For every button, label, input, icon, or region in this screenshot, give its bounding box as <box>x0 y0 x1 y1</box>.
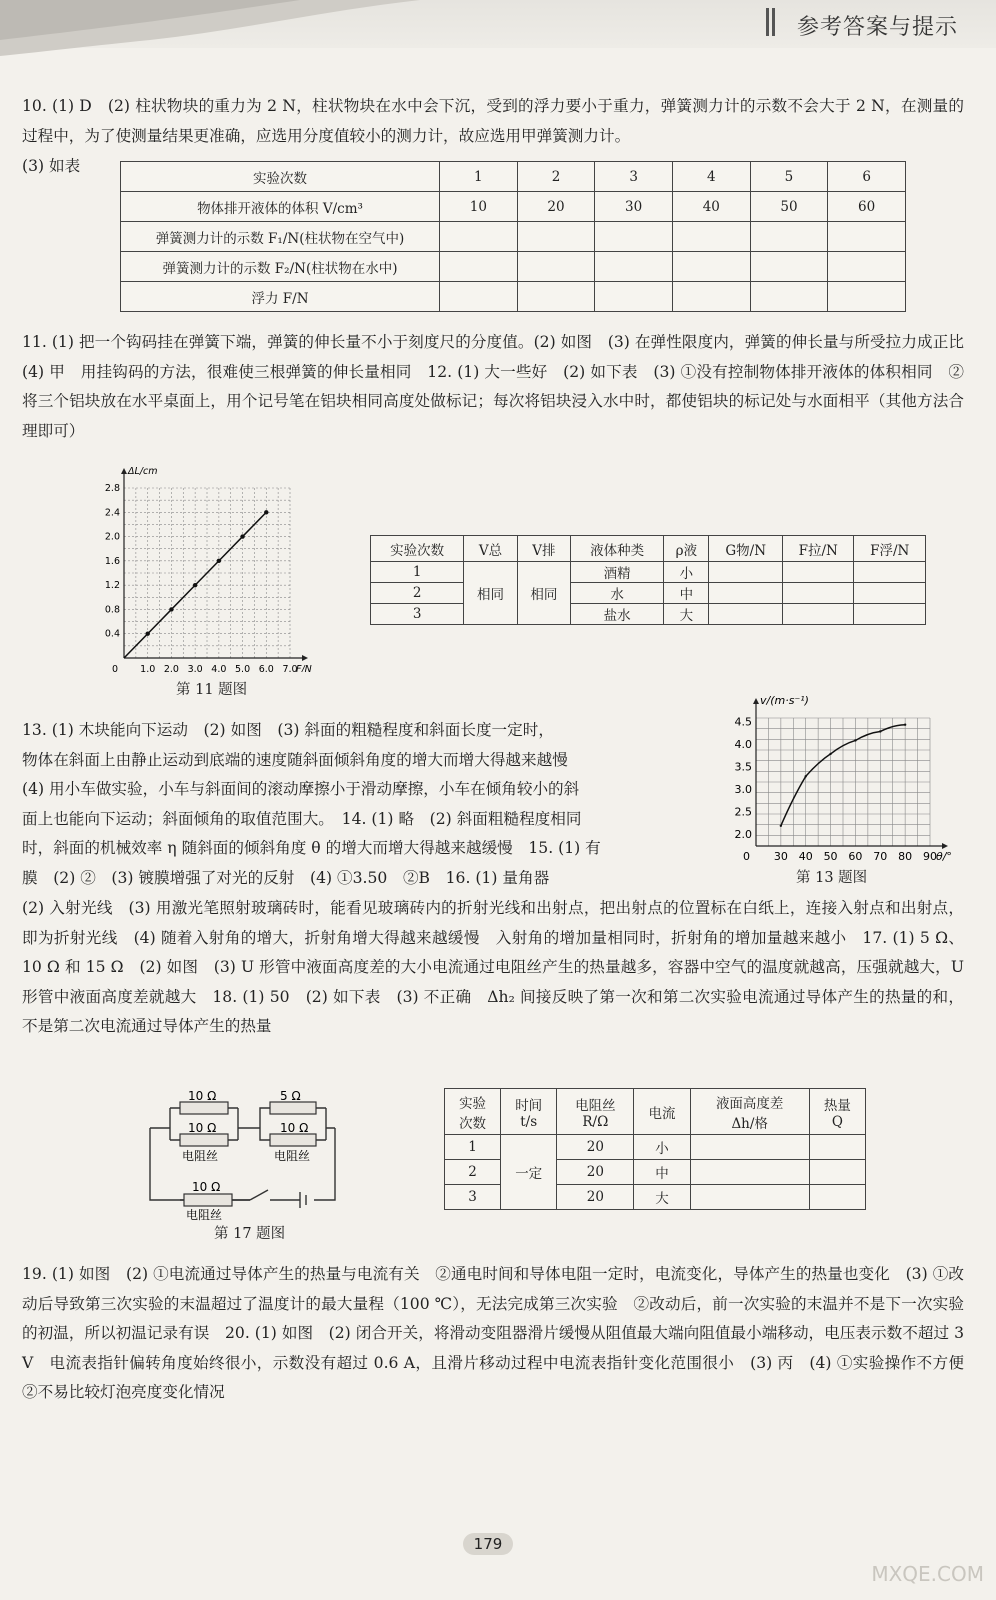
table-cell: 1 <box>445 1135 501 1160</box>
data-point <box>805 775 807 777</box>
x-tick-label: 7.0 <box>282 664 298 672</box>
table-cell <box>440 222 518 252</box>
table-row <box>121 192 906 222</box>
q19-20-text: 19. (1) 如图 (2) ①电流通过导体产生的热量与电流有关 ②通电时间和导体电阻一定时，电流变化，导体产生的热量也变化 (3) ①改动后导致第三次实验的末温超过了温度计的最大量程（100 ℃），无法完成第三次实验 ②改动后，前一次实验的末温并不是下一次实验的初温，所以初温记录有误 20. (1) 如图 (2) 闭合开关，将滑动变阻器滑片缓慢从阻值最大端向阻值最小端移动，电压表示数不超过 3 V 电流表指针偏转角度始终很小，示数没有超过 0.6 A，且滑片移动过程中电流表指针变化范围很小 (3) 丙 (4) ①实验操作不方便 ②不易比较灯泡亮度变化情况 <box>22 1265 980 1401</box>
y-tick-label: 3.5 <box>734 760 752 774</box>
empty-cell <box>709 604 783 625</box>
data-point <box>780 825 782 827</box>
origin-label: 0 <box>743 850 750 863</box>
table-cell <box>517 282 595 312</box>
table-cell: 酒精 <box>571 562 664 583</box>
column-header: V总 <box>464 536 517 562</box>
row-header-cell: 实验次数 <box>121 162 440 192</box>
column-header-line: 时间 <box>515 1097 543 1114</box>
origin-label: 0 <box>111 664 118 672</box>
x-tick-label: 5.0 <box>235 664 251 672</box>
x-tick-label: 70 <box>873 850 888 863</box>
table-cell: 5 <box>750 162 828 192</box>
table-header-row <box>371 536 926 562</box>
x-tick-label: 4.0 <box>211 664 227 672</box>
chart-q13-caption: 第 13 题图 <box>796 870 868 886</box>
table-cell <box>750 282 828 312</box>
empty-cell <box>809 1160 865 1185</box>
row-header-cell: 浮力 F/N <box>121 282 440 312</box>
text-line: 13. (1) 木块能向下运动 (2) 如图 (3) 斜面的粗糙程度和斜面长度一定时， <box>22 721 554 739</box>
resistor-r2 <box>180 1134 228 1146</box>
empty-cell <box>690 1160 809 1185</box>
empty-cell <box>783 604 854 625</box>
y-tick-label: 4.5 <box>734 715 752 729</box>
table-cell <box>595 282 673 312</box>
y-tick-label: 2.8 <box>104 483 120 494</box>
table-row <box>121 252 906 282</box>
table-cell: 20 <box>557 1135 634 1160</box>
header-divider-bar <box>772 8 775 36</box>
column-header: ρ液 <box>664 536 709 562</box>
table-cell: 4 <box>672 162 750 192</box>
table-cell <box>750 252 828 282</box>
column-header-line: 实验 <box>459 1095 487 1112</box>
table-cell <box>828 252 906 282</box>
table-cell: 大 <box>664 604 709 625</box>
table-cell: 40 <box>672 192 750 222</box>
row-header-cell: 物体排开液体的体积 V/cm³ <box>121 192 440 222</box>
resistor-r3 <box>270 1102 316 1114</box>
data-point <box>264 510 268 514</box>
x-axis-arrow <box>942 843 948 849</box>
text-line: 物体在斜面上由静止运动到底端的速度随斜面倾斜角度的增大而增大得越来越慢 <box>22 750 568 769</box>
data-point <box>146 632 150 636</box>
x-tick-label: 40 <box>798 850 813 863</box>
x-tick-label: 60 <box>848 850 863 863</box>
data-point <box>240 534 244 538</box>
data-point <box>854 739 856 741</box>
header-title: 参考答案与提示 <box>796 15 958 40</box>
q13-text <box>22 716 712 893</box>
y-tick-label: 4.0 <box>734 737 752 751</box>
text-line: 膜 (2) ② (3) 镀膜增强了对光的反射 (4) ①3.50 ②B 16. (1) 量角器 <box>22 868 550 887</box>
table-cell <box>672 282 750 312</box>
table-cell <box>517 252 595 282</box>
column-header-line: 电流 <box>648 1105 676 1122</box>
y-tick-label: 1.2 <box>104 580 120 592</box>
table-cell: 中 <box>634 1160 690 1185</box>
column-header <box>501 1089 557 1135</box>
data-point <box>169 607 173 611</box>
table-cell: 3 <box>445 1185 501 1210</box>
table-cell: 30 <box>595 192 673 222</box>
column-header: 液体种类 <box>571 536 664 562</box>
column-header-line: R/Ω <box>582 1113 609 1130</box>
resistor-r1 <box>180 1102 228 1114</box>
table-cell: 20 <box>517 192 595 222</box>
x-tick-label: 90 <box>923 850 937 863</box>
merged-cell: 相同 <box>517 562 570 625</box>
table-cell: 60 <box>828 192 906 222</box>
table-cell <box>595 252 673 282</box>
table-cell <box>828 282 906 312</box>
table-cell <box>440 252 518 282</box>
watermark: MXQE.COM <box>871 1562 984 1586</box>
column-header-line: Δh/格 <box>731 1115 768 1132</box>
resistor-r5 <box>184 1194 232 1206</box>
column-header-line: Q <box>831 1113 843 1130</box>
q12-table <box>370 535 926 625</box>
empty-cell <box>783 583 854 604</box>
table-cell <box>440 282 518 312</box>
wire-label-right: 电阻丝 <box>274 1149 311 1163</box>
x-axis-label: θ/° <box>936 850 952 863</box>
row-header-cell: 弹簧测力计的示数 F₂/N(柱状物在水中) <box>121 252 440 282</box>
table-cell: 1 <box>440 162 518 192</box>
table-cell: 20 <box>557 1160 634 1185</box>
table-cell <box>750 222 828 252</box>
r1-label: 10 Ω <box>188 1089 217 1103</box>
table-cell: 20 <box>557 1185 634 1210</box>
table-cell: 水 <box>571 583 664 604</box>
x-tick-label: 80 <box>898 850 913 863</box>
column-header <box>557 1089 634 1135</box>
y-tick-label: 2.0 <box>104 531 120 543</box>
x-tick-label: 2.0 <box>163 664 179 672</box>
q16-18-text: (2) 入射光线 (3) 用激光笔照射玻璃砖时，能看见玻璃砖内的折射光线和出射点，把出射点的位置标在白纸上，连接入射点和出射点，即为折射光线 (4) 随着入射角的增大，折射角增大得越来越缓慢 入射角的增加量相同时，折射角的增加量越来越小 17. (1) 5 Ω、10 Ω 和 15 Ω (2) 如图 (3) U 形管中液面高度差的大小电流通过电阻丝产生的热量越多，容器中空气的温度就越高，压强就越大，U 形管中液面高度差就越大 18. (1) 50 (2) 如下表 (3) 不正确 Δh₂ 间接反映了第一次和第二次实验电流通过导体产生的热量的和，不是第二次电流通过导体产生的热量 <box>22 899 964 1035</box>
empty-cell <box>809 1185 865 1210</box>
data-point <box>879 730 881 732</box>
q10-text: 10. (1) D (2) 柱状物块的重力为 2 N，柱状物块在水中会下沉，受到的浮力要小于重力，弹簧测力计的示数不会大于 2 N，在测量的过程中，为了使测量结果更准确，应选用分度值较小的测力计，故应选用甲弹簧测力计。 <box>22 97 964 145</box>
table-cell: 3 <box>371 604 464 625</box>
table-cell: 盐水 <box>571 604 664 625</box>
table-row <box>371 583 926 604</box>
table-cell: 6 <box>828 162 906 192</box>
chart-q11 <box>100 462 330 672</box>
header-divider-bar <box>766 8 769 36</box>
y-axis-label: ΔL/cm <box>128 466 158 477</box>
empty-cell <box>709 583 783 604</box>
table-cell: 小 <box>634 1135 690 1160</box>
empty-cell <box>690 1185 809 1210</box>
y-tick-label: 2.0 <box>734 827 752 841</box>
column-header-line: 次数 <box>459 1115 487 1132</box>
table-cell: 2 <box>371 583 464 604</box>
table-cell: 1 <box>371 562 464 583</box>
table-cell <box>672 252 750 282</box>
y-axis-arrow <box>753 698 759 704</box>
chart-q13 <box>718 690 958 870</box>
q10-label: (3) 如表 <box>22 157 81 175</box>
data-point <box>904 724 906 726</box>
wire-label-bottom: 电阻丝 <box>186 1208 223 1222</box>
column-header <box>809 1089 865 1135</box>
y-tick-label: 0.8 <box>104 604 120 616</box>
x-tick-label: 3.0 <box>187 664 203 672</box>
empty-cell <box>709 562 783 583</box>
x-tick-label: 6.0 <box>258 664 274 672</box>
y-tick-label: 2.5 <box>734 805 752 819</box>
chart-q11-caption: 第 11 题图 <box>176 682 248 698</box>
x-axis-label: F/N <box>296 664 312 672</box>
banner-wave-decoration <box>0 0 420 60</box>
table-cell: 10 <box>440 192 518 222</box>
y-tick-label: 1.6 <box>104 555 120 567</box>
table-cell <box>517 222 595 252</box>
table-cell: 3 <box>595 162 673 192</box>
circuit-caption: 第 17 题图 <box>214 1226 286 1242</box>
r2-label: 10 Ω <box>188 1121 217 1135</box>
r5-label: 10 Ω <box>192 1180 221 1194</box>
empty-cell <box>809 1135 865 1160</box>
table-cell: 小 <box>664 562 709 583</box>
y-tick-label: 2.4 <box>104 507 120 519</box>
table-cell: 大 <box>634 1185 690 1210</box>
empty-cell <box>783 562 854 583</box>
column-header-line: t/s <box>520 1113 538 1130</box>
column-header-line: 热量 <box>823 1097 851 1114</box>
column-header <box>634 1089 690 1135</box>
circuit-diagram <box>140 1088 350 1223</box>
y-axis-arrow <box>121 468 127 474</box>
table-cell <box>828 222 906 252</box>
x-tick-label: 50 <box>823 850 838 863</box>
x-axis-arrow <box>302 655 308 661</box>
empty-cell <box>854 583 926 604</box>
table-cell: 2 <box>445 1160 501 1185</box>
q18-table <box>444 1088 866 1210</box>
empty-cell <box>690 1135 809 1160</box>
merged-cell: 一定 <box>501 1135 557 1210</box>
table-row <box>121 222 906 252</box>
page-number: 179 <box>463 1533 513 1555</box>
row-header-cell: 弹簧测力计的示数 F₁/N(柱状物在空气中) <box>121 222 440 252</box>
x-tick-label: 1.0 <box>140 664 156 672</box>
text-line: 时，斜面的机械效率 η 随斜面的倾斜角度 θ 的增大而增大得越来越缓慢 15. (1) 有 <box>22 839 601 857</box>
table-row <box>121 282 906 312</box>
x-tick-label: 30 <box>773 850 788 863</box>
data-point <box>193 583 197 587</box>
table-row <box>371 604 926 625</box>
empty-cell <box>854 562 926 583</box>
wire-label-left: 电阻丝 <box>182 1149 219 1163</box>
column-header <box>445 1089 501 1135</box>
r4-label: 10 Ω <box>280 1121 309 1135</box>
column-header: V排 <box>517 536 570 562</box>
table-row <box>445 1135 866 1160</box>
r3-label: 5 Ω <box>280 1089 301 1103</box>
column-header-line: 电阻丝 <box>575 1097 616 1114</box>
data-point <box>829 753 831 755</box>
table-cell: 2 <box>517 162 595 192</box>
table-cell <box>595 222 673 252</box>
empty-cell <box>854 604 926 625</box>
column-header: F浮/N <box>854 536 926 562</box>
data-point <box>217 559 221 563</box>
table-row <box>371 562 926 583</box>
merged-cell: 相同 <box>464 562 517 625</box>
column-header: F拉/N <box>783 536 854 562</box>
column-header: G物/N <box>709 536 783 562</box>
table-cell: 50 <box>750 192 828 222</box>
text-line: 面上也能向下运动；斜面倾角的取值范围大。 14. (1) 略 (2) 斜面粗糙程度相同 <box>22 809 582 828</box>
table-cell: 中 <box>664 583 709 604</box>
table-header-row <box>445 1089 866 1135</box>
text-line: (4) 用小车做实验，小车与斜面间的滚动摩擦小于滑动摩擦，小车在倾角较小的斜 <box>22 780 580 798</box>
column-header <box>690 1089 809 1135</box>
y-tick-label: 3.0 <box>734 782 752 796</box>
y-tick-label: 0.4 <box>104 628 120 640</box>
table-row <box>121 162 906 192</box>
y-axis-label: v/(m·s⁻¹) <box>760 694 809 707</box>
q11-12-text: 11. (1) 把一个钩码挂在弹簧下端，弹簧的伸长量不小于刻度尺的分度值。(2) 如图 (3) 在弹性限度内，弹簧的伸长量与所受拉力成正比 (4) 甲 用挂钩码的方法，很难使三根弹簧的伸长量相同 12. (1) 大一些好 (2) 如下表 (3) ①没有控制物体排开液体的体积相同 ②将三个铝块放在水平桌面上，用个记号笔在铝块相同高度处做标记；每次将铝块浸入水中时，都使铝块的标记处与水面相平（其他方法合理即可） <box>22 333 980 440</box>
column-header: 实验次数 <box>371 536 464 562</box>
resistor-r4 <box>270 1134 316 1146</box>
q10-table <box>120 161 906 312</box>
column-header-line: 液面高度差 <box>715 1095 784 1112</box>
table-cell <box>672 222 750 252</box>
